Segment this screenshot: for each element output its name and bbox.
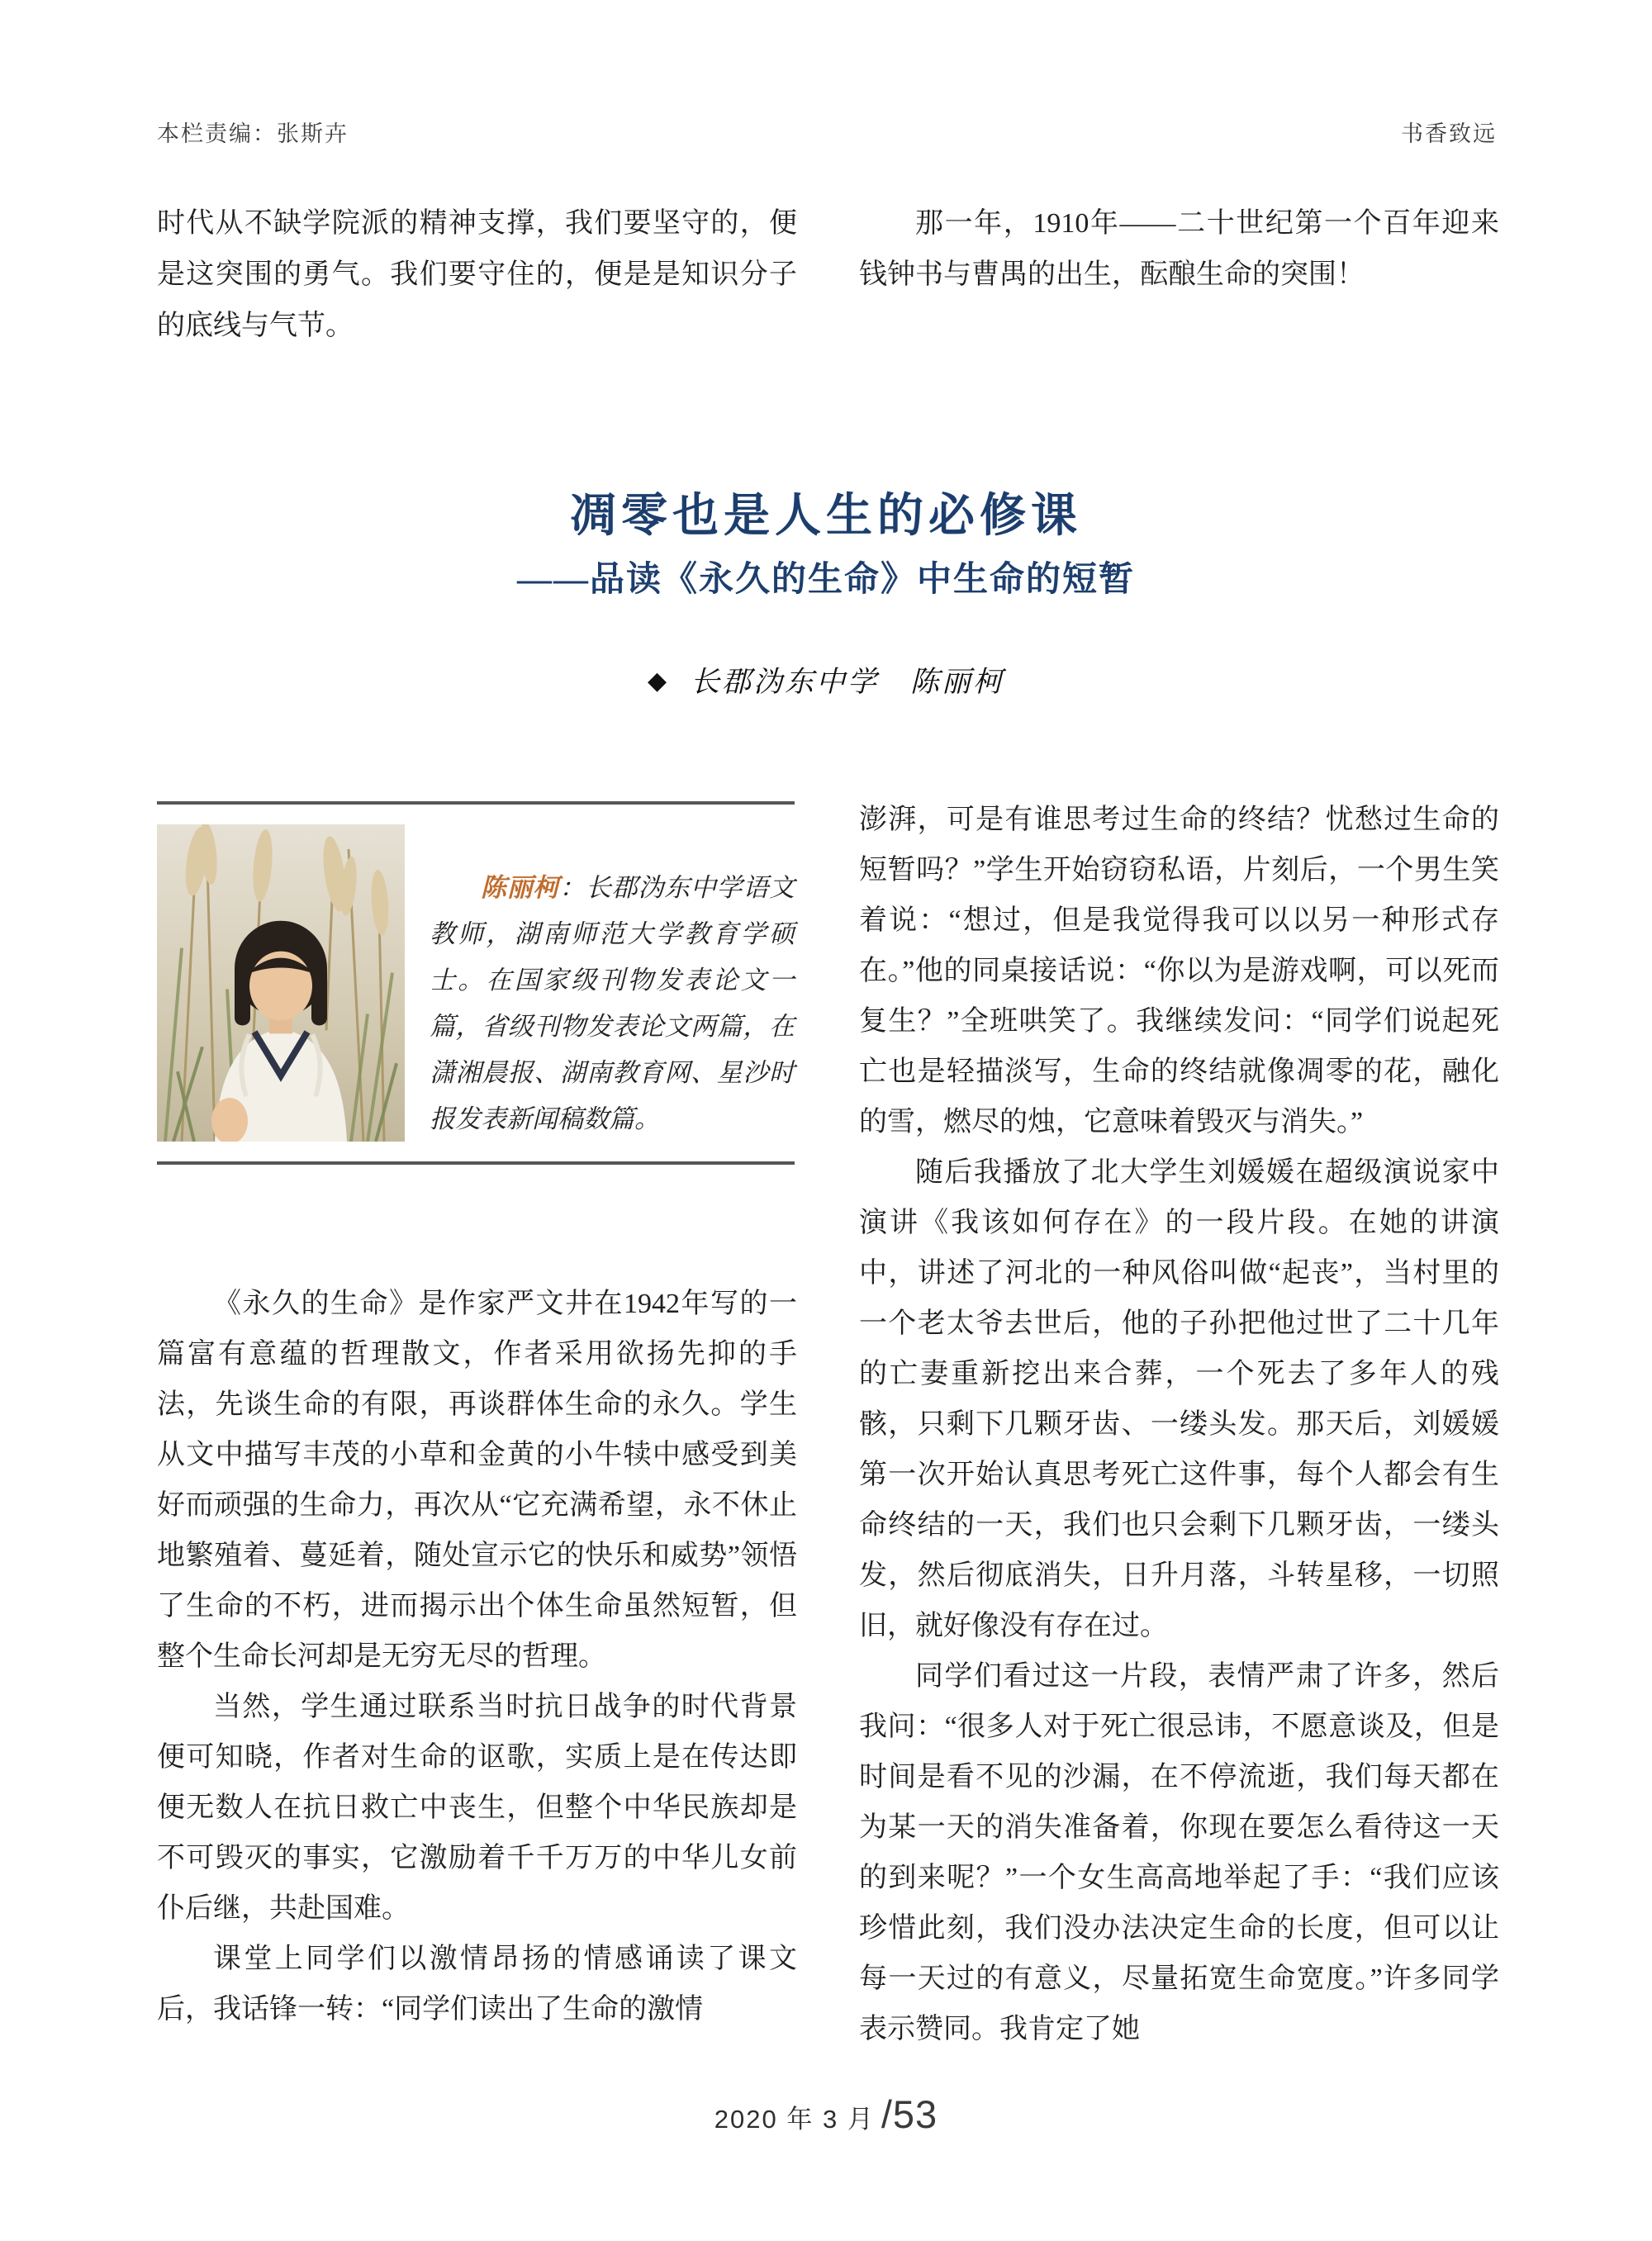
intro-paragraph-left: 时代从不缺学院派的精神支撑，我们要坚守的，便是这突围的勇气。我们要守住的，便是是知识分子的底线与气节。 bbox=[157, 208, 797, 341]
paragraph: 《永久的生命》是作家严文井在1942年写的一篇富有意蕴的哲理散文，作者采用欲扬先抑的手法，先谈生命的有限，再谈群体生命的永久。学生从文中描写丰茂的小草和金黄的小牛犊中感受到美好而顽强的生命力，再次从“它充满希望，永不休止地繁殖着、蔓延着，随处宣示它的快乐和威势”领悟了生命的不朽，进而揭示出个体生命虽然短暂，但整个生命长河却是无穷无尽的哲理。 bbox=[157, 1289, 797, 1672]
diamond-icon: ◆ bbox=[647, 667, 670, 695]
bio-body: 长郡沩东中学语文教师，湖南师范大学教育学硕士。在国家级刊物发表论文一篇，省级刊物发表论文两篇，在潇湘晨报、湖南教育网、星沙时报发表新闻稿数篇。 bbox=[430, 873, 795, 1133]
intro-paragraph-right: 那一年，1910年——二十世纪第一个百年迎来钱钟书与曹禺的出生，酝酿生命的突围！ bbox=[859, 208, 1499, 290]
paragraph: 同学们看过这一片段，表情严肃了许多，然后我问：“很多人对于死亡很忌讳，不愿意谈及，但是时间是看不见的沙漏，在不停流逝，我们每天都在为某一天的消失准备着，你现在要怎么看待这一天的到来呢？”一个女生高高地举起了手：“我们应该珍惜此刻，我们没办法决定生命的长度，但可以让每一天过的有意义，尽量拓宽生命宽度。”许多同学表示赞同。我肯定了她 bbox=[859, 1661, 1499, 2044]
paragraph: 随后我播放了北大学生刘媛媛在超级演说家中演讲《我该如何存在》的一段片段。在她的讲演中，讲述了河北的一种风俗叫做“起丧”，当村里的一个老太爷去世后，他的子孙把他过世了二十几年的亡妻重新挖出来合葬，一个死去了多年人的残骸，只剩下几颗牙齿、一缕头发。那天后，刘媛媛第一次开始认真思考死亡这件事，每个人都会有生命终结的一天，我们也只会剩下几颗牙齿，一缕头发，然后彻底消失，日升月落，斗转星移，一切照旧，就好像没有存在过。 bbox=[859, 1157, 1499, 1641]
bio-author-name: 陈丽柯 bbox=[481, 873, 560, 902]
paragraph: 课堂上同学们以激情昂扬的情感诵读了课文后，我话锋一转：“同学们读出了生命的激情 bbox=[157, 1944, 797, 2025]
paragraph: 澎湃，可是有谁思考过生命的终结？忧愁过生命的短暂吗？”学生开始窃窃私语，片刻后，一个男生笑着说：“想过，但是我觉得我可以以另一种形式存在。”他的同桌接话说：“你以为是游戏啊，可以死而复生？”全班哄笑了。我继续发问：“同学们说起死亡也是轻描淡写，生命的终结就像凋零的花，融化的雪，燃尽的烛，它意味着毁灭与消失。” bbox=[859, 805, 1499, 1137]
page-footer bbox=[0, 2091, 1652, 2137]
article-title: 凋零也是人生的必修课 bbox=[570, 491, 1082, 542]
paragraph: 当然，学生通过联系当时抗日战争的时代背景便可知晓，作者对生命的讴歌，实质上是在传达即便无数人在抗日救亡中丧生，但整个中华民族却是不可毁灭的事实，它激励着千千万万的中华儿女前仆后继，共赴国难。 bbox=[157, 1692, 797, 1924]
author-affiliation-name: 长郡沩东中学 陈丽柯 bbox=[691, 666, 1005, 698]
author-line bbox=[0, 659, 1652, 700]
body-column-left bbox=[157, 1279, 797, 2034]
bio-colon: ： bbox=[559, 873, 586, 902]
author-bio-text bbox=[430, 865, 795, 1142]
author-photo bbox=[157, 824, 405, 1142]
section-title: 书香致远 bbox=[1401, 121, 1497, 146]
body-column-right bbox=[859, 795, 1499, 2054]
column-editor-credit: 本栏责编：张斯卉 bbox=[157, 121, 349, 146]
footer-date: 2020 年 3 月 bbox=[714, 2105, 875, 2134]
article-subtitle: ——品读《永久的生命》中生命的短暂 bbox=[516, 561, 1135, 599]
author-bio-box bbox=[157, 801, 795, 1165]
footer-page-number: /53 bbox=[881, 2092, 938, 2136]
